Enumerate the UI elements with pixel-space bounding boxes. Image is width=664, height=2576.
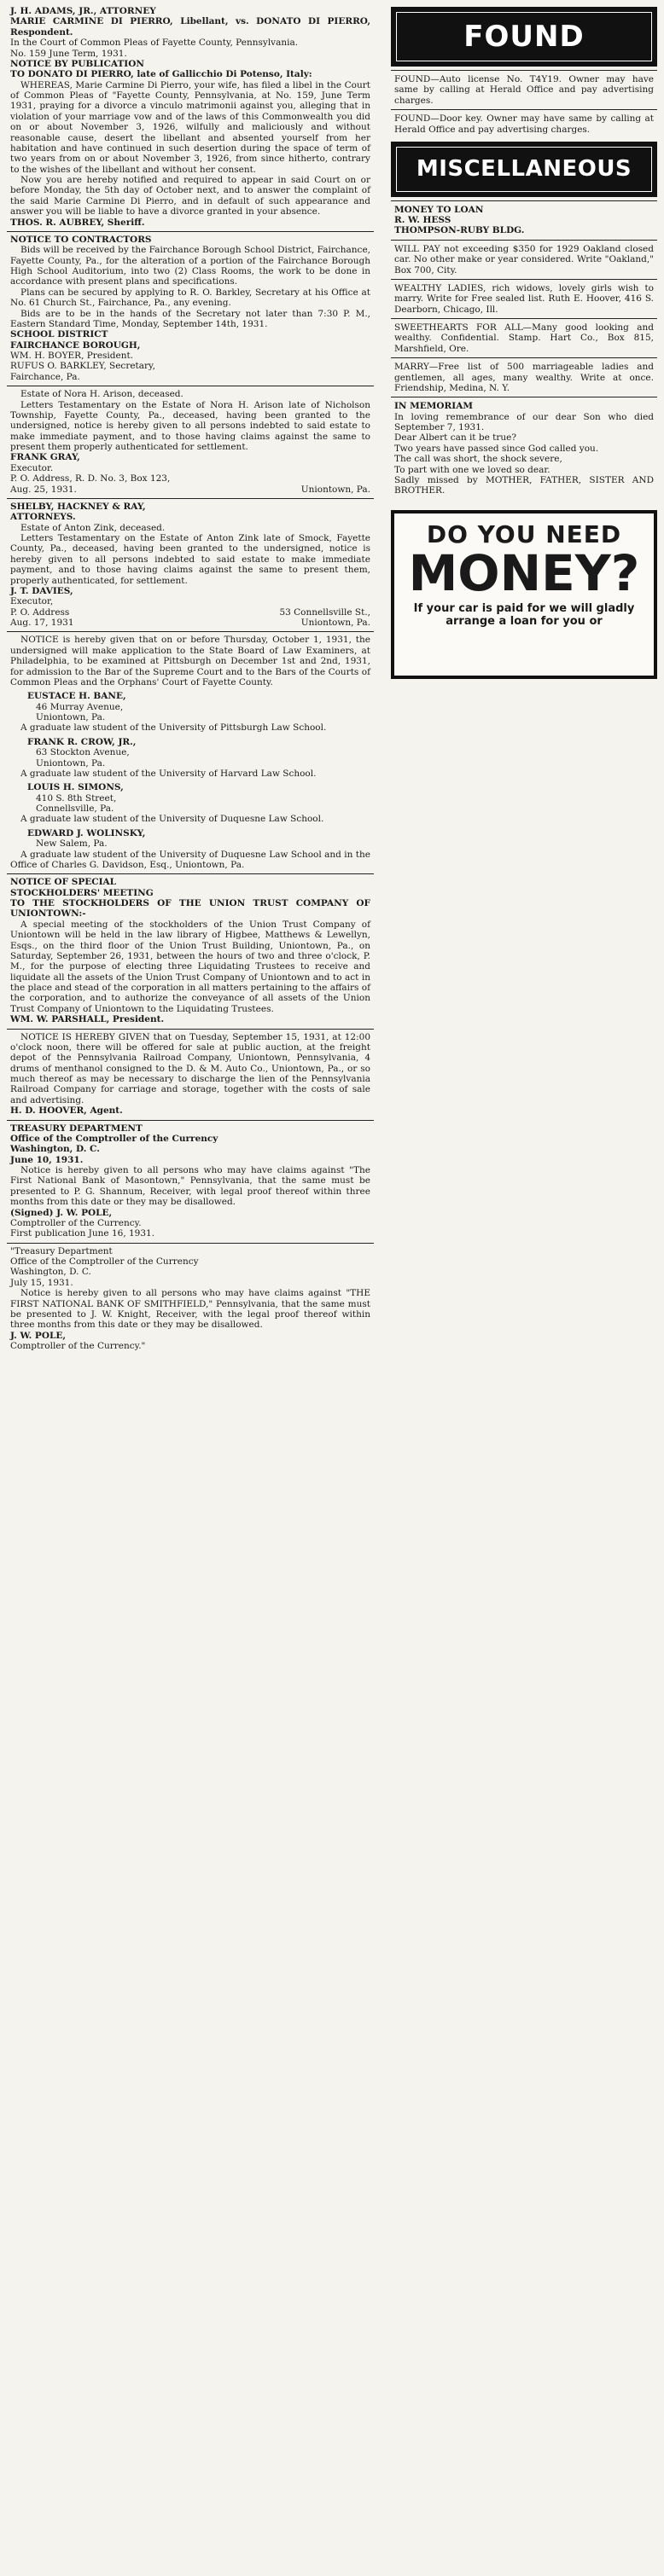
divorce-body-1: WHEREAS, Marie Carmine Di Pierro, your wife, has filed a libel in the Court of Common Pleas of "Fayette County, Pennsylvania, at No. 159, June Term 1931, praying for a divorce a vinculo matrimonii against you, alleging that in violation of your marriage vow and of the laws of this Commonwealth you did on or about November 3, 1926, wilfully and maliciously and without reasonable cause, desert the libellant and absented yourself from her habitation and have continued in such desertion during the space of term of two years from on or about November 3, 1926, from since hitherto, contrary to the wishes of the libellant and without her consent. <box>10 79 370 175</box>
law-exam-notice <box>7 631 374 873</box>
wealthy-ladies-ad: WEALTHY LADIES, rich widows, lovely girls wish to marry. Write for Free sealed list. Ruth E. Hoover, 416 S. Dearborn, Chicago, Ill. <box>391 279 657 318</box>
railroad-auction-notice <box>7 1029 374 1120</box>
memoriam-line: In loving remembrance of our dear Son who died September 7, 1931. <box>394 411 654 433</box>
treasury-date: June 10, 1931. <box>10 1154 84 1165</box>
zink-role: Executor, <box>10 596 54 607</box>
arison-town: Uniontown, Pa. <box>300 484 370 495</box>
memoriam-line: Dear Albert can it be true? <box>394 432 516 444</box>
memoriam-line: The call was short, the shock severe, <box>394 454 562 465</box>
contractors-place: Fairchance, Pa. <box>10 371 80 382</box>
contractors-body-2: Plans can be secured by applying to R. O. Barkley, Secretary at his Office at No. 61 Church St., Fairchance, Pa., any evening. <box>10 287 370 309</box>
applicant-address: 63 Stockton Avenue, <box>36 747 130 758</box>
applicant-address: New Salem, Pa. <box>36 838 108 850</box>
applicant-city: Uniontown, Pa. <box>36 757 106 769</box>
treasury2-office: Office of the Comptroller of the Currency <box>10 1256 199 1267</box>
money-to-loan-ad <box>391 200 657 240</box>
contractors-title: NOTICE TO CONTRACTORS <box>10 234 152 245</box>
treasury-title: TREASURY DEPARTMENT <box>10 1123 143 1134</box>
treasury-publication: First publication June 16, 1931. <box>10 1228 155 1239</box>
found-ad-key: FOUND—Door key. Owner may have same by calling at Herald Office and pay advertising charges. <box>391 109 657 138</box>
applicant-desc: A graduate law student of the University of Harvard Law School. <box>20 768 317 779</box>
railroad-body: NOTICE IS HEREBY GIVEN that on Tuesday, September 15, 1931, at 12:00 o'clock noon, there will be offered for sale at public auction, at the freight depot of the Pennsylvania Railroad Company, Uniontown, Pennsylvania, 4 drums of menthanol consigned to the D. & M. Auto Co., Uniontown, Pa., or so much thereof as may be necessary to discharge the lien of the Pennsylvania Railroad Company for carriage and storage, together with the costs of sale and advertising. <box>10 1031 370 1105</box>
contractors-body-1: Bids will be received by the Fairchance Borough School District, Fairchance, Fayette County, Pa., for the alteration of a portion of the Fairchance Borough High School Auditorium, into two (2) Class Rooms, the work to be done in accordance with present plans and specifications. <box>10 245 370 287</box>
addressee: TO DONATO DI PIERRO, late of Gallicchio Di Potenso, Italy: <box>10 69 312 80</box>
applicant-name: EDWARD J. WOLINSKY, <box>27 827 146 838</box>
applicant-city: Connellsville, Pa. <box>36 804 114 814</box>
zink-town: Uniontown, Pa. <box>300 618 370 628</box>
zink-date: Aug. 17, 1931 <box>10 618 74 628</box>
treasury-role: Comptroller of the Currency. <box>10 1217 142 1228</box>
law-exam-body: NOTICE is hereby given that on or before Thursday, October 1, 1931, the undersigned will make application to the State Board of Law Examiners, at Philadelphia, to be examined at Pittsburgh on December 1st and 2nd, 1931, for admission to the Bar of the Supreme Court and to the Bars of the Courts of Common Pleas and the Orphans' Court of Fayette County. <box>10 635 370 688</box>
zink-address: 53 Connellsville St., <box>279 606 370 618</box>
loan-building: THOMPSON-RUBY BLDG. <box>394 225 525 236</box>
school-district: SCHOOL DISTRICT <box>10 329 108 340</box>
arison-body: Letters Testamentary on the Estate of Nora H. Arison late of Nicholson Township, Fayette County, Pa., deceased, having been granted to the undersigned, notice is hereby given to all persons indebted to said estate to make immediate payment, and to those having claims against the same to present them properly authenticated for settlement. <box>10 399 370 452</box>
stockholders-notice <box>7 873 374 1028</box>
stockholders-title-2: STOCKHOLDERS' MEETING <box>10 887 154 898</box>
treasury-notice-masontown <box>7 1120 374 1243</box>
zink-head: Estate of Anton Zink, deceased. <box>20 522 166 533</box>
applicant-name: LOUIS H. SIMONS, <box>27 782 124 793</box>
treasury2-body: Notice is hereby given to all persons who may have claims against "THE FIRST NATIONAL BANK OF SMITHFIELD," Pennsylvania, that the same must be presented to J. W. Knight, Receiver, with the legal proof thereof within three months from this date or they may be disallowed. <box>10 1288 370 1331</box>
court-line: In the Court of Common Pleas of Fayette County, Pennsylvania. <box>10 38 299 49</box>
arison-address: P. O. Address, R. D. No. 3, Box 123, <box>10 473 171 484</box>
term-line: No. 159 June Term, 1931. <box>10 48 127 59</box>
treasury2-city: Washington, D. C. <box>10 1267 91 1278</box>
arison-date: Aug. 25, 1931. <box>10 484 77 495</box>
money-question: DO YOU NEED <box>426 519 622 548</box>
shelby-attorneys: ATTORNEYS. <box>10 512 76 523</box>
sheriff-signature: THOS. R. AUBREY, Sheriff. <box>10 217 145 228</box>
arison-role: Executor. <box>10 462 54 473</box>
money-subtext: If your car is paid for we will gladly arrange a loan for you or <box>413 601 635 629</box>
secretary-sig: RUFUS O. BARKLEY, Secretary, <box>10 361 155 372</box>
treasury-office: Office of the Comptroller of the Currency <box>10 1133 218 1144</box>
treasury2-role: Comptroller of the Currency." <box>10 1341 146 1351</box>
shelby-firm: SHELBY, HACKNEY & RAY, <box>10 501 146 512</box>
notice-heading: NOTICE BY PUBLICATION <box>10 58 144 69</box>
zink-body: Letters Testamentary on the Estate of Anton Zink late of Smock, Fayette County, Pa., deceased, having been granted to the undersigned, notice is hereby given to all persons indebted to said estate to make immediate payment, and to those having claims against the same to present them, properly authenticated, for settlement. <box>10 533 370 586</box>
sweethearts-ad: SWEETHEARTS FOR ALL—Many good looking and wealthy. Confidential. Stamp. Hart Co., Box 815, Marshfield, Ore. <box>391 318 657 357</box>
president-sig: WM. H. BOYER, President. <box>10 351 134 361</box>
memoriam-line: Sadly missed by MOTHER, FATHER, SISTER AND BROTHER. <box>394 474 654 496</box>
memoriam-line: To part with one we loved so dear. <box>394 464 550 475</box>
arison-estate-notice <box>7 386 374 498</box>
arison-head: Estate of Nora H. Arison, deceased. <box>20 389 183 400</box>
loan-name: R. W. HESS <box>394 215 451 226</box>
railroad-signature: H. D. HOOVER, Agent. <box>10 1105 123 1117</box>
stockholders-title-1: NOTICE OF SPECIAL <box>10 877 117 888</box>
memoriam-title: IN MEMORIAM <box>394 401 473 412</box>
zink-address-label: P. O. Address <box>10 606 70 618</box>
stockholders-body: A special meeting of the stockholders of the Union Trust Company of Uniontown will be held in the law library of Higbee, Matthews & Lewellyn, Esqs., on the third floor of the Union Trust Building, Uniontown, Pa., on Saturday, September 26, 1931, between the hours of two and three o'clock, P. M., for the purpose of electing three Liquidating Trustees to receive and liquidate all the assets of the Union Trust Company of Uniontown and to act in the place and stead of the corporation in all matters pertaining to the affairs of the corporation, and to authorize the conveyance of all assets of the Union Trust Company of Uniontown to the Liquidating Trustees. <box>10 919 370 1014</box>
applicant-address: 410 S. 8th Street, <box>36 792 117 804</box>
treasury2-title: "Treasury Department <box>10 1245 113 1256</box>
applicant-desc: A graduate law student of the University of Duquesne Law School and in the Office of Charles G. Davidson, Esq., Uniontown, Pa. <box>10 849 370 870</box>
loan-title: MONEY TO LOAN <box>394 204 484 215</box>
marry-ad: MARRY—Free list of 500 marriageable ladies and gentlemen, all ages, many wealthy. Write at once. Friendship, Medina, N. Y. <box>391 357 657 397</box>
divorce-body-2: Now you are hereby notified and required to appear in said Court on or before Monday, the 5th day of October next, and to answer the complaint of the said Marie Carmine Di Pierro, and in default of such appearance and answer you will be liable to have a divorce granted in your absence. <box>10 175 370 218</box>
applicant-address: 46 Murray Avenue, <box>36 701 124 712</box>
stockholders-signature: WM. W. PARSHALL, President. <box>10 1014 165 1025</box>
legal-notices-column <box>7 3 374 1355</box>
arison-signature: FRANK GRAY, <box>10 452 80 463</box>
treasury-city: Washington, D. C. <box>10 1144 100 1155</box>
zink-estate-notice <box>7 498 374 632</box>
treasury-notice-smithfield <box>7 1243 374 1355</box>
treasury-body: Notice is hereby given to all persons who may have claims against "The First National Bank of Masontown," Pennsylvania, that the same must be presented to P. G. Shannum, Receiver, with legal proof thereof within three months from this date or they may be disallowed. <box>10 1165 370 1208</box>
found-ad-license: FOUND—Auto license No. T4Y19. Owner may have same by calling at Herald Office and pay advertising charges. <box>391 70 657 109</box>
money-headline: MONEY? <box>408 543 640 602</box>
applicant-name: EUSTACE H. BANE, <box>27 691 126 702</box>
contractors-body-3: Bids are to be in the hands of the Secretary not later than 7:30 P. M., Eastern Standard Time, Monday, September 14th, 1931. <box>10 308 370 329</box>
do-you-need-money-ad <box>391 510 657 679</box>
stockholders-title-3: TO THE STOCKHOLDERS OF THE UNION TRUST COMPANY OF UNIONTOWN:- <box>10 898 370 920</box>
contractors-notice <box>7 231 374 386</box>
found-banner: FOUND <box>391 7 657 67</box>
treasury-signature: (Signed) J. W. POLE, <box>10 1207 113 1218</box>
applicant-desc: A graduate law student of the University of Pittsburgh Law School. <box>20 722 327 734</box>
attorney-line: J. H. ADAMS, JR., ATTORNEY <box>10 6 156 16</box>
applicant-name: FRANK R. CROW, JR., <box>27 736 137 747</box>
zink-signature: J. T. DAVIES, <box>10 585 73 596</box>
case-title: MARIE CARMINE DI PIERRO, Libellant, vs. DONATO DI PIERRO, Respondent. <box>10 16 370 38</box>
memoriam-line: Two years have passed since God called you. <box>394 443 599 454</box>
applicant-desc: A graduate law student of the University of Duquesne Law School. <box>20 814 324 825</box>
will-pay-ad: WILL PAY not exceeding $350 for 1929 Oakland closed car. No other make or year considered. Write "Oakland," Box 700, City. <box>391 240 657 279</box>
in-memoriam <box>391 397 657 499</box>
divorce-notice <box>7 3 374 231</box>
applicant-city: Uniontown, Pa. <box>36 712 106 722</box>
miscellaneous-banner: MISCELLANEOUS <box>391 142 657 197</box>
treasury2-signature: J. W. POLE, <box>10 1330 67 1341</box>
fairchance-borough: FAIRCHANCE BOROUGH, <box>10 339 141 351</box>
treasury2-date: July 15, 1931. <box>10 1277 73 1288</box>
classified-column <box>391 3 657 679</box>
